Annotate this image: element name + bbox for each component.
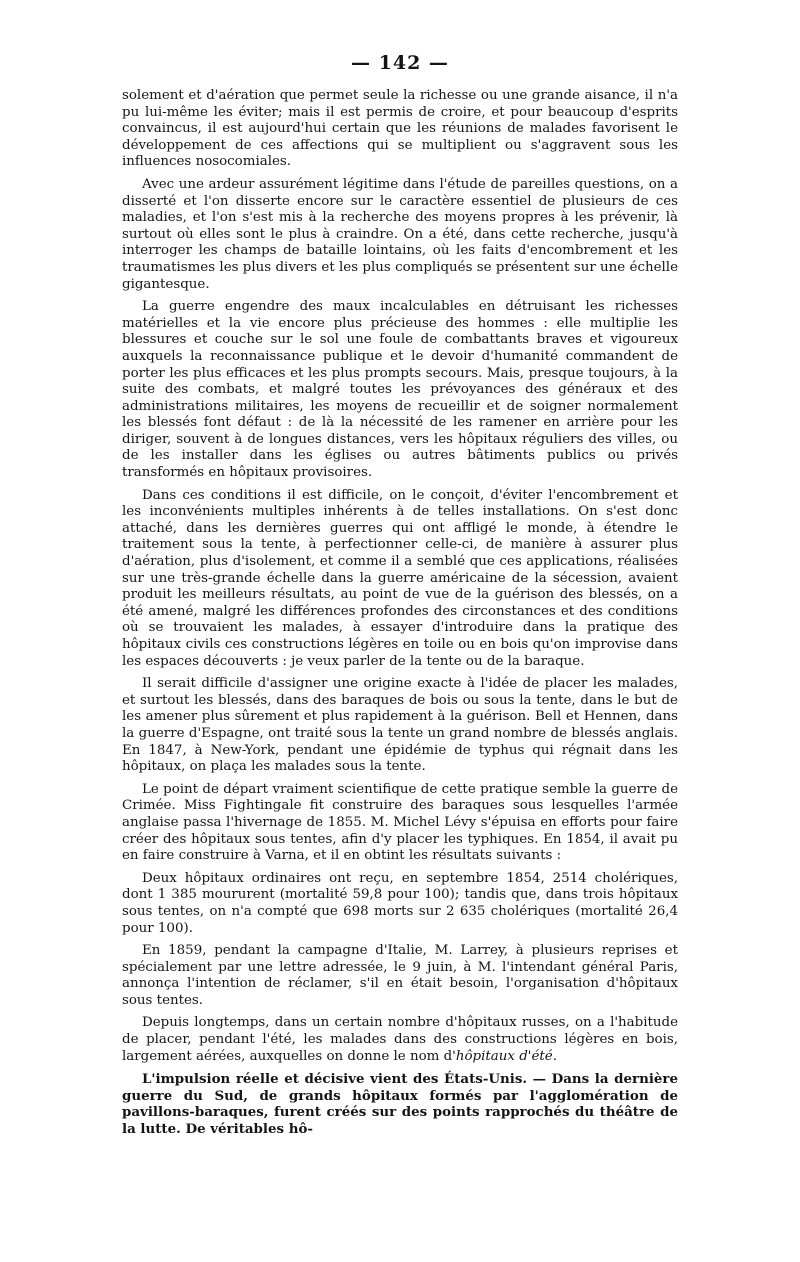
page-number: — 142 —	[351, 52, 449, 74]
paragraph-origine: Il serait difficile d'assigner une origine exacte à l'idée de placer les malades, et surtout les blessés, dans des baraques de bois ou sous la tente, dans le but de les amener plus sûrement et plus rapidement à la guérison. Bell et Hennen, dans la guerre d'Espagne, ont traité sous la tente un grand nombre de blessés anglais. En 1847, à New-York, pendant une épidémie de typhus qui régnait dans les hôpitaux, on plaça les malades sous la tente.	[122, 676, 678, 775]
paragraph-statistics: Deux hôpitaux ordinaires ont reçu, en septembre 1854, 2514 cholériques, dont 1 385 moururent (mortalité 59,8 pour 100); tandis que, dans trois hôpitaux sous tentes, on n'a compté que 698 morts sur 2 635 cholériques (mortalité 26,4 pour 100).	[122, 870, 678, 936]
body-text	[122, 88, 678, 1144]
paragraph-disserte: Avec une ardeur assurément légitime dans l'étude de pareilles questions, on a disserté et l'on disserte encore sur le caractère essentiel de plusieurs de ces maladies, et l'on s'est mis à la recherche des moyens propres à les prévenir, là surtout où elles sont le plus à craindre. On a été, dans cette recherche, jusqu'à interroger les champs de bataille lointains, où les faits d'encombrement et les traumatismes les plus divers et les plus compliqués se présentent sur une échelle gigantesque.	[122, 176, 678, 292]
paragraph-italie: En 1859, pendant la campagne d'Italie, M. Larrey, à plusieurs reprises et spécialement par une lettre adressée, le 9 juin, à M. l'intendant général Paris, annonça l'intention de réclamer, s'il en était besoin, l'organisation d'hôpitaux sous tentes.	[122, 943, 678, 1008]
paragraph-continuation: solement et d'aération que permet seule la richesse ou une grande aisance, il n'a pu lui-même les éviter; mais il est permis de croire, et pour beaucoup d'esprits convaincus, il est aujourd'hui certain que les réunions de malades favorisent le développement de ces affections qui se multiplient ou s'aggravent sous les influences nosocomiales.	[122, 88, 678, 170]
paragraph-russes-end: .	[552, 1048, 557, 1064]
paragraph-russes-text: Depuis longtemps, dans un certain nombre d'hôpitaux russes, on a l'habitude de placer, pendant l'été, les malades dans des constructions légères en bois, largement aérées, auxquelles on donne le nom d'	[122, 1015, 678, 1064]
paragraph-etats-unis: L'impulsion réelle et décisive vient des États-Unis. — Dans la dernière guerre du Sud, de grands hôpitaux formés par l'agglomération de pavillons-baraques, furent créés sur des points rapprochés du théâtre de la lutte. De véritables hô-	[122, 1071, 678, 1138]
paragraph-crimee: Le point de départ vraiment scientifique de cette pratique semble la guerre de Crimée. Miss Fightingale fit construire des baraques sous lesquelles l'armée anglaise passa l'hivernage de 1855. M. Michel Lévy s'épuisa en efforts pour faire créer des hôpitaux sous tentes, afin d'y placer les typhiques. En 1854, il avait pu en faire construire à Varna, et il en obtint les résultats suivants :	[122, 781, 678, 864]
paragraph-conditions: Dans ces conditions il est difficile, on le conçoit, d'éviter l'encombrement et les inconvénients multiples inhérents à de telles installations. On s'est donc attaché, dans les dernières guerres qui ont affligé le monde, à étendre le traitement sous la tente, à perfectionner celle-ci, de manière à assurer plus d'aération, plus d'isolement, et comme il a semblé que ces applications, réalisées sur une très-grande échelle dans la guerre américaine de la sécession, avaient produit les meilleurs résultats, au point de vue de la guérison des blessés, on a été amené, malgré les différences profondes des circonstances et des conditions où se trouvaient les malades, à essayer d'introduire dans la pratique des hôpitaux civils ces constructions légères en toile ou en bois qu'on improvise dans les espaces découverts : je veux parler de la tente ou de la baraque.	[122, 487, 678, 669]
paragraph-russes-italic: hôpitaux d'été	[455, 1048, 553, 1064]
paragraph-guerre: La guerre engendre des maux incalculables en détruisant les richesses matérielles et la vie encore plus précieuse des hommes : elle multiplie les blessures et couche sur le sol une foule de combattants braves et vigoureux auxquels la reconnaissance publique et le devoir d'humanité commandent de porter les plus efficaces et les plus prompts secours. Mais, presque toujours, à la suite des combats, et malgré toutes les prévoyances des généraux et des administrations militaires, les moyens de recueillir et de soigner normalement les blessés font défaut : de là la nécessité de les ramener en arrière pour les diriger, souvent à de longues distances, vers les hôpitaux réguliers des villes, ou de les installer dans les églises ou autres bâtiments publics ou privés transformés en hôpitaux provisoires.	[122, 299, 678, 481]
paragraph-russes	[122, 1015, 678, 1065]
